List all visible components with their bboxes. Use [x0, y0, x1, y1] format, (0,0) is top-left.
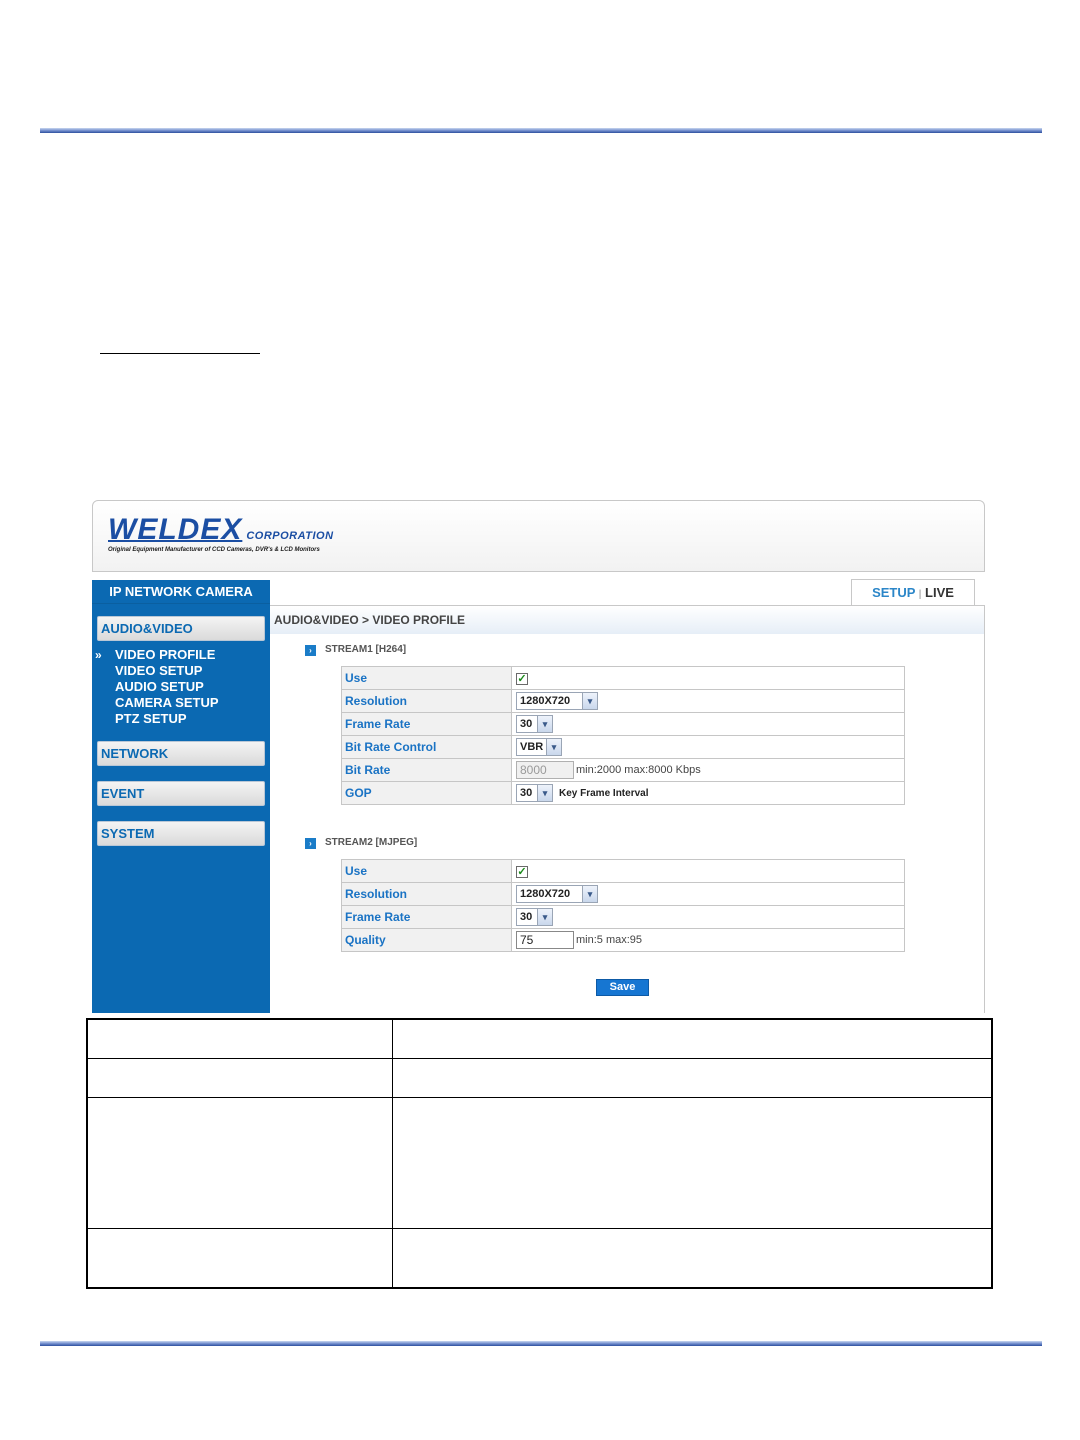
chevron-down-icon: ▾ [582, 693, 597, 709]
frame-rate-label: Frame Rate [342, 713, 512, 736]
sidebar-item-ptz-setup[interactable]: PTZ SETUP [115, 711, 187, 726]
table-cell [392, 1058, 992, 1097]
stream2-use-checkbox[interactable]: ✓ [517, 865, 527, 878]
sidebar-item-camera-setup[interactable]: CAMERA SETUP [115, 695, 219, 710]
table-row [342, 860, 905, 883]
footer-rule [40, 1341, 1042, 1346]
stream2-frame-rate-select[interactable] [516, 908, 553, 926]
chevron-down-icon: ▾ [537, 785, 552, 801]
stream1-bit-rate-input[interactable]: 8000 [516, 761, 574, 779]
frame-rate-label: Frame Rate [342, 906, 512, 929]
table-row [342, 759, 905, 782]
table-cell [87, 1228, 392, 1288]
table-row [342, 667, 905, 690]
select-value: 1280X720 [520, 695, 571, 707]
table-cell [87, 1097, 392, 1228]
gop-label: GOP [342, 782, 512, 805]
table-row [342, 782, 905, 805]
stream1-gop-select[interactable] [516, 784, 553, 802]
tab-live[interactable]: LIVE [925, 585, 954, 600]
bit-rate-label: Bit Rate [342, 759, 512, 782]
sidebar-item-audio-setup[interactable]: AUDIO SETUP [115, 679, 204, 694]
breadcrumb: AUDIO&VIDEO > VIDEO PROFILE [274, 613, 466, 627]
table-row [342, 736, 905, 759]
table-row [342, 883, 905, 906]
chevron-down-icon: ▾ [537, 716, 552, 732]
frame-rate-cell [512, 713, 905, 736]
stream2-heading [305, 837, 417, 849]
resolution-cell [512, 883, 905, 906]
breadcrumb-bar [270, 606, 985, 634]
table-row [87, 1019, 992, 1058]
use-cell [512, 667, 905, 690]
table-row [87, 1228, 992, 1288]
stream1-use-checkbox[interactable]: ✓ [517, 672, 527, 685]
description-table [86, 1018, 993, 1289]
stream1-resolution-select[interactable] [516, 692, 598, 710]
stream1-bit-rate-control-select[interactable] [516, 738, 562, 756]
stream2-quality-input[interactable]: 75 [516, 931, 574, 949]
chevron-down-icon: ▾ [546, 739, 561, 755]
gop-hint: Key Frame Interval [559, 787, 649, 799]
table-cell [392, 1019, 992, 1058]
sidebar-item-network[interactable]: NETWORK [97, 741, 265, 766]
table-cell [87, 1019, 392, 1058]
sidebar-item-audio-video[interactable]: AUDIO&VIDEO [97, 616, 265, 641]
underline-rule [100, 353, 260, 354]
table-cell [392, 1228, 992, 1288]
resolution-cell [512, 690, 905, 713]
sidebar-item-video-setup[interactable]: VIDEO SETUP [115, 663, 203, 678]
table-row [87, 1058, 992, 1097]
sidebar-item-system[interactable]: SYSTEM [97, 821, 265, 846]
frame-rate-cell [512, 906, 905, 929]
tab-setup[interactable]: SETUP [872, 585, 916, 600]
select-value: 30 [520, 911, 533, 923]
stream2-resolution-select[interactable] [516, 885, 598, 903]
active-item-arrow-icon: » [95, 648, 102, 662]
select-value: 30 [520, 718, 533, 730]
mode-tabs [851, 579, 975, 605]
content-panel [270, 634, 985, 1013]
use-label: Use [342, 860, 512, 883]
table-row [342, 929, 905, 952]
bit-rate-cell [512, 759, 905, 782]
ui-header [92, 500, 985, 572]
resolution-label: Resolution [342, 883, 512, 906]
use-label: Use [342, 667, 512, 690]
sidebar-item-video-profile[interactable]: VIDEO PROFILE [115, 647, 216, 662]
section-arrow-icon: › [305, 645, 316, 656]
header-rule [40, 128, 1042, 133]
bit-rate-control-label: Bit Rate Control [342, 736, 512, 759]
table-row [342, 713, 905, 736]
select-value: 1280X720 [520, 888, 571, 900]
table-row [342, 690, 905, 713]
sidebar-item-event[interactable]: EVENT [97, 781, 265, 806]
stream1-title: STREAM1 [H264] [325, 644, 407, 655]
logo-name: WELDEX [108, 513, 243, 546]
logo-suffix: CORPORATION [246, 530, 334, 542]
select-value: VBR [520, 741, 544, 753]
use-cell [512, 860, 905, 883]
sidebar [92, 580, 270, 1013]
table-row [87, 1097, 992, 1228]
resolution-label: Resolution [342, 690, 512, 713]
sidebar-title: IP NETWORK CAMERA [92, 580, 270, 604]
logo-tagline: Original Equipment Manufacturer of CCD Cameras, DVR's & LCD Monitors [108, 547, 320, 553]
chevron-down-icon: ▾ [582, 886, 597, 902]
camera-web-ui [92, 500, 985, 1013]
stream1-frame-rate-select[interactable] [516, 715, 553, 733]
table-cell [392, 1097, 992, 1228]
stream1-heading [305, 644, 406, 656]
bit-rate-hint: min:2000 max:8000 Kbps [576, 764, 701, 776]
save-button[interactable]: Save [596, 979, 649, 996]
bit-rate-control-cell [512, 736, 905, 759]
weldex-logo [108, 515, 334, 553]
select-value: 30 [520, 787, 533, 799]
quality-label: Quality [342, 929, 512, 952]
section-arrow-icon: › [305, 838, 316, 849]
quality-hint: min:5 max:95 [576, 934, 643, 946]
stream1-form [341, 666, 905, 805]
gop-cell [512, 782, 905, 805]
stream2-form [341, 859, 905, 952]
chevron-down-icon: ▾ [537, 909, 552, 925]
table-cell [87, 1058, 392, 1097]
quality-cell [512, 929, 905, 952]
tab-separator: | [918, 589, 922, 600]
stream2-title: STREAM2 [MJPEG] [325, 837, 418, 848]
table-row [342, 906, 905, 929]
